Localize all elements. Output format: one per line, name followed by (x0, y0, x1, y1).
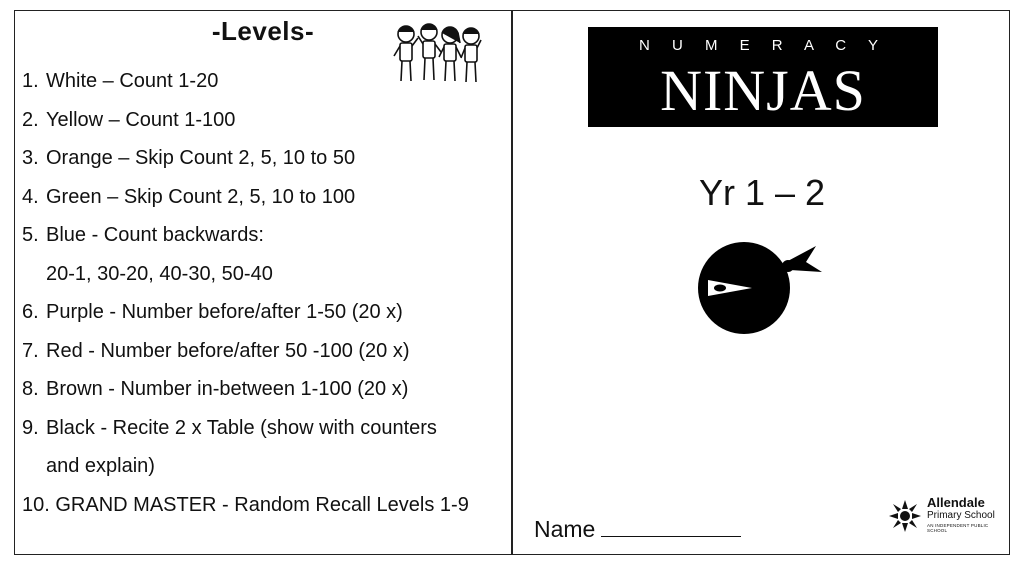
numeracy-ninjas-banner (588, 27, 938, 127)
list-item (22, 178, 469, 217)
year-label: Yr 1 – 2 (698, 172, 826, 213)
level-number: 2. (22, 108, 39, 131)
school-tagline: AN INDEPENDENT PUBLIC SCHOOL (927, 523, 989, 533)
school-logo-icon (887, 498, 923, 534)
level-text: Blue - Count backwards: (46, 224, 264, 246)
list-item (22, 409, 469, 448)
list-item-continuation (22, 447, 469, 486)
level-text: Red - Number before/after 50 -100 (20 x) (46, 339, 410, 362)
level-number: 8. (22, 378, 39, 400)
level-text: White – Count 1-20 (46, 70, 219, 92)
list-item (22, 139, 469, 178)
level-number: 3. (22, 147, 39, 169)
list-item (22, 293, 469, 332)
level-text: GRAND MASTER - Random Recall Levels 1-9 (55, 493, 469, 516)
list-item (22, 332, 469, 371)
level-number: 5. (22, 224, 39, 246)
name-label: Name (534, 516, 596, 542)
level-text-continuation: and explain) (46, 455, 155, 477)
list-item (22, 486, 469, 525)
level-text: Black - Recite 2 x Table (show with counters (46, 416, 437, 439)
levels-list (22, 62, 469, 524)
school-name: Allendale (927, 495, 985, 510)
level-text: Orange – Skip Count 2, 5, 10 to 50 (46, 147, 356, 169)
levels-title: -Levels- (211, 16, 315, 46)
level-number: 9. (22, 416, 39, 439)
school-branding (887, 496, 997, 536)
list-item (22, 370, 469, 409)
level-text: Yellow – Count 1-100 (46, 108, 236, 131)
list-item (22, 101, 469, 140)
name-blank-line (601, 512, 741, 537)
name-field (534, 512, 741, 543)
level-text: Green – Skip Count 2, 5, 10 to 100 (46, 185, 356, 208)
school-subtitle: Primary School (927, 510, 995, 521)
level-number: 4. (22, 185, 39, 208)
ninja-icon (698, 236, 828, 336)
level-number: 6. (22, 301, 39, 323)
level-text: Purple - Number before/after 1-50 (20 x) (46, 301, 403, 323)
list-item (22, 62, 469, 101)
list-item (22, 216, 469, 255)
banner-subtitle: N U M E R A C Y (638, 37, 888, 54)
level-text: Brown - Number in-between 1-100 (20 x) (46, 378, 409, 400)
level-number: 10. (22, 493, 50, 516)
banner-title: NINJAS (660, 58, 866, 123)
level-number: 7. (22, 339, 39, 362)
level-number: 1. (22, 70, 39, 92)
list-item-continuation (22, 255, 469, 294)
card-divider (511, 10, 513, 555)
level-text-continuation: 20-1, 30-20, 40-30, 50-40 (46, 262, 273, 285)
